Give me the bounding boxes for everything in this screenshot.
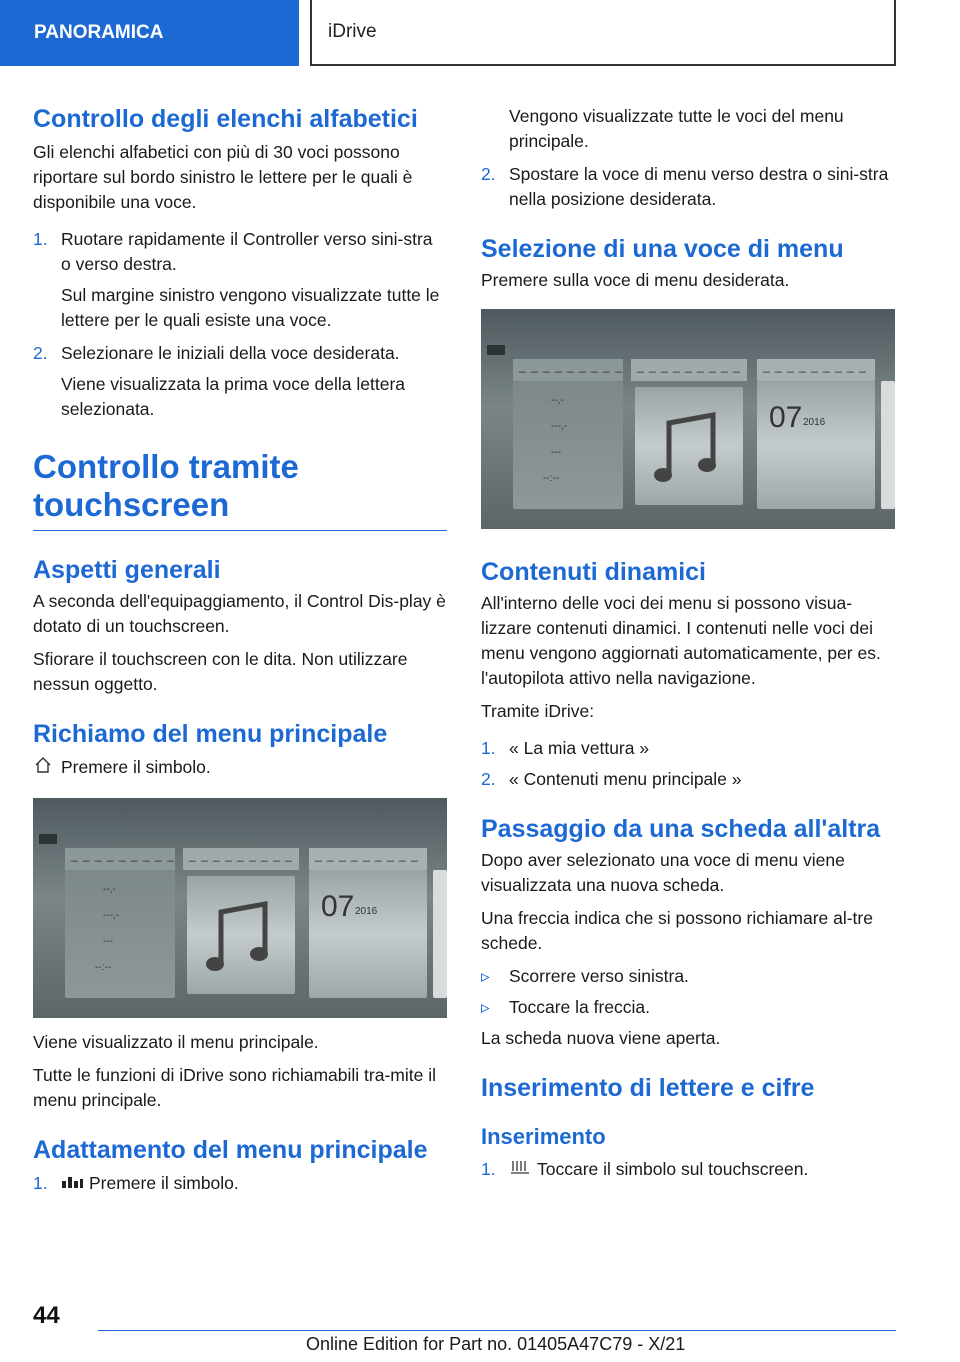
left-column xyxy=(33,100,447,1196)
tile-value: ---,- xyxy=(551,421,568,432)
date-year: 2016 xyxy=(803,417,826,428)
touch-symbol-icon xyxy=(509,1157,531,1182)
next-tile-edge xyxy=(433,870,447,998)
menu-adjust-icon xyxy=(487,345,505,355)
tile-dashes: _ _ _ _ _ _ _ _ _ xyxy=(71,848,175,862)
heading-input: Inserimento xyxy=(481,1124,606,1149)
menu-adjust-icon xyxy=(39,834,57,844)
step-text: Selezionare le iniziali della voce desiderata. xyxy=(61,343,400,363)
heading-letters-digits: Inserimento di lettere e cifre xyxy=(481,1074,815,1102)
home-icon xyxy=(33,755,61,782)
tabs-p1: Dopo aver selezionato una voce di menu viene visualizzata una nuova scheda. xyxy=(481,850,845,895)
alpha-intro: Gli elenchi alfabetici con più di 30 voci possono riportare sul bordo sinistro le lettere per le quali è disponibile una voce. xyxy=(33,142,413,212)
dynamic-p2: Tramite iDrive: xyxy=(481,701,595,721)
music-note-icon xyxy=(187,876,295,994)
step-text: Toccare il simbolo sul touchscreen. xyxy=(537,1159,809,1179)
select-text: Premere sulla voce di menu desiderata. xyxy=(481,270,790,290)
section-title: PANORAMICA xyxy=(34,22,164,43)
edition-text: Online Edition for Part no. 01405A47C79 - X/21 xyxy=(306,1334,686,1354)
step-number: 2. xyxy=(481,769,496,789)
touchscreen-title-block xyxy=(33,448,447,531)
media-tile xyxy=(187,876,295,994)
alpha-step-2 xyxy=(33,341,447,366)
step-number: 2. xyxy=(481,164,496,184)
menu-all-functions: Tutte le funzioni di iDrive sono richiamabili tra-mite il menu principale. xyxy=(33,1065,436,1110)
bullet-text: Scorrere verso sinistra. xyxy=(509,966,689,986)
next-tile-edge xyxy=(881,381,895,509)
continued-step-2 xyxy=(481,162,895,212)
tile-value: --:-- xyxy=(95,962,112,973)
step-number: 1. xyxy=(481,1159,496,1179)
dynamic-step-1 xyxy=(481,736,895,761)
heading-general: Aspetti generali xyxy=(33,556,221,584)
menu-edit-icon xyxy=(61,1171,83,1196)
heading-switch-tabs: Passaggio da una scheda all'altra xyxy=(481,815,881,843)
bullet-text: Toccare la freccia. xyxy=(509,997,651,1017)
chapter-title: iDrive xyxy=(328,21,377,42)
tile-value: --:-- xyxy=(543,473,560,484)
media-tile-header xyxy=(631,359,747,381)
select-menu-screenshot xyxy=(481,309,895,529)
phone-tile xyxy=(757,381,875,509)
vehicle-tile-header xyxy=(513,359,623,381)
step-number: 1. xyxy=(481,738,496,758)
footer-rule xyxy=(98,1330,896,1331)
heading-select-entry: Selezione di una voce di menu xyxy=(481,235,844,263)
heading-alphabetical-lists: Controllo degli elenchi alfabetici xyxy=(33,105,418,133)
vehicle-tile xyxy=(65,870,175,998)
dynamic-p1: All'interno delle voci dei menu si possono visua-lizzare contenuti dinamici. I contenuti nelle voci dei menu vengono aggiornati automaticamente, per es. l'autopilota attivo nella navigazione. xyxy=(481,593,881,688)
step-number: 1. xyxy=(33,229,48,249)
heading-touchscreen: Controllo tramite touchscreen xyxy=(33,448,299,523)
tile-dashes: _ _ _ _ _ _ _ _ _ xyxy=(315,848,419,862)
right-column xyxy=(481,100,895,1182)
general-p1: A seconda dell'equipaggiamento, il Control Dis-play è dotato di un touchscreen. xyxy=(33,591,446,636)
step-text: Ruotare rapidamente il Controller verso sini-stra o verso destra. xyxy=(61,229,433,274)
tile-value: --- xyxy=(551,447,561,458)
tile-dashes: _ _ _ _ _ _ _ _ _ xyxy=(763,359,867,373)
triangle-bullet-icon: ▹ xyxy=(481,966,490,986)
tabs-bullet-2 xyxy=(481,995,895,1020)
menu-shown: Viene visualizzato il menu principale. xyxy=(33,1032,319,1052)
tile-dashes: _ _ _ _ _ _ _ _ _ xyxy=(637,359,741,373)
step-number: 1. xyxy=(33,1173,48,1193)
step-text: Premere il simbolo. xyxy=(89,1173,239,1193)
dynamic-step-2 xyxy=(481,767,895,792)
triangle-bullet-icon: ▹ xyxy=(481,997,490,1017)
phone-tile xyxy=(309,870,427,998)
heading-call-main-menu: Richiamo del menu principale xyxy=(33,720,388,748)
tabs-p2: Una freccia indica che si possono richiamare al-tre schede. xyxy=(481,908,873,953)
page-number: 44 xyxy=(33,1302,60,1329)
tile-value: --- xyxy=(103,936,113,947)
alpha-step-1 xyxy=(33,227,447,277)
media-tile-header xyxy=(183,848,299,870)
phone-tile-header xyxy=(309,848,427,870)
general-p2: Sfiorare il touchscreen con le dita. Non utilizzare nessun oggetto. xyxy=(33,649,408,694)
tile-value: --,- xyxy=(103,884,116,895)
tabs-bullet-1 xyxy=(481,964,895,989)
step-text: « La mia vettura » xyxy=(509,738,650,758)
vehicle-tile-header xyxy=(65,848,175,870)
tile-dashes: _ _ _ _ _ _ _ _ _ xyxy=(519,359,623,373)
section-tab xyxy=(0,0,299,66)
alpha-step-1-note: Sul margine sinistro vengono visualizzate tutte le lettere per le quali esiste una voce. xyxy=(61,285,440,330)
vehicle-tile xyxy=(513,381,623,509)
continued-note: Vengono visualizzate tutte le voci del menu principale. xyxy=(509,106,844,151)
call-menu-text: Premere il simbolo. xyxy=(61,757,211,777)
media-tile xyxy=(635,387,743,505)
step-text: « Contenuti menu principale » xyxy=(509,769,742,789)
date-day: 07 xyxy=(769,401,803,434)
alpha-step-2-note: Viene visualizzata la prima voce della lettera selezionata. xyxy=(61,374,406,419)
adapt-step-1 xyxy=(33,1171,447,1196)
tile-value: --,- xyxy=(551,395,564,406)
call-menu-instruction xyxy=(33,755,447,782)
step-text: Spostare la voce di menu verso destra o sini-stra nella posizione desiderata. xyxy=(509,164,889,209)
music-note-icon xyxy=(635,387,743,505)
tile-value: ---,- xyxy=(103,910,120,921)
heading-dynamic-content: Contenuti dinamici xyxy=(481,558,706,586)
chapter-tab xyxy=(310,0,896,66)
main-menu-screenshot xyxy=(33,798,447,1018)
step-number: 2. xyxy=(33,343,48,363)
date-year: 2016 xyxy=(355,906,378,917)
input-step-1 xyxy=(481,1157,895,1182)
date-day: 07 xyxy=(321,890,355,923)
heading-adapt-main-menu: Adattamento del menu principale xyxy=(33,1136,428,1164)
phone-tile-header xyxy=(757,359,875,381)
tabs-p3: La scheda nuova viene aperta. xyxy=(481,1028,721,1048)
tile-dashes: _ _ _ _ _ _ _ _ _ xyxy=(189,848,293,862)
